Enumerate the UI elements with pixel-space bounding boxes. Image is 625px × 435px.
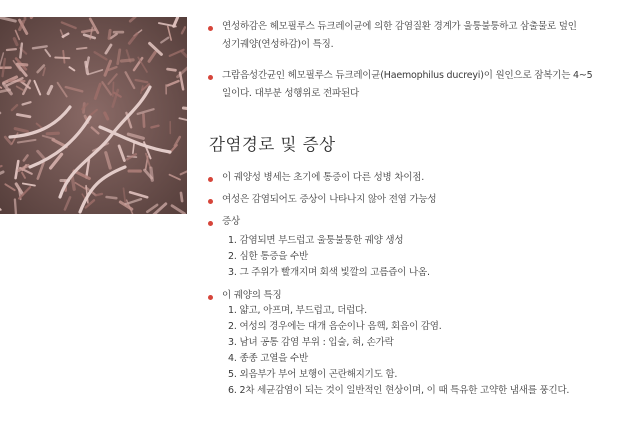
- bullet-icon: [208, 221, 213, 226]
- bacterium-rod: [18, 64, 27, 65]
- intro-item-2-line-2: 일이다. 대부분 성행위로 전파된다: [222, 88, 359, 99]
- feature-item: 4. 종종 고열을 수반: [228, 353, 308, 364]
- bacteria-micrograph-image: [0, 17, 187, 214]
- bacterium-rod: [86, 62, 88, 73]
- bacterium-rod: [55, 58, 69, 59]
- bacterium-rod: [77, 48, 87, 49]
- bacterium-rod: [181, 193, 182, 201]
- bacterium-rod: [122, 60, 134, 61]
- intro-item-1-line-1: 연성하감은 헤모필루스 듀크레이균에 의한 감염질환 경계가 울퉁불퉁하고 삼출물로 덮인: [222, 21, 577, 32]
- bacterium-rod: [63, 51, 64, 63]
- feature-item: 5. 외음부가 부어 보행이 곤란해지기도 함.: [228, 369, 398, 380]
- bullet-icon: [208, 177, 213, 182]
- section-title: 감염경로 및 증상: [209, 135, 336, 154]
- bullet-icon: [208, 199, 213, 204]
- intro-item-1-line-2: 성기궤양(연성하감)이 특징.: [222, 39, 334, 50]
- section-bullet-2-text: 여성은 감염되어도 증상이 나타나지 않아 전염 가능성: [222, 194, 437, 205]
- bacterium-rod: [107, 197, 117, 198]
- symptom-item: 2. 심한 통증을 수반: [228, 251, 308, 262]
- bacterium-rod: [113, 82, 114, 96]
- symptom-item: 1. 감염되면 부드럽고 울퉁불퉁한 궤양 생성: [228, 235, 404, 246]
- feature-item: 2. 여성의 경우에는 대개 음순이나 음핵, 회음이 감염.: [228, 321, 442, 332]
- bacterium-rod: [168, 69, 176, 70]
- bacterium-rod: [151, 126, 158, 128]
- section-bullet-1-text: 이 궤양성 병세는 초기에 통증이 다른 성병 차이점.: [222, 172, 425, 183]
- features-heading: 이 궤양의 특징: [222, 290, 282, 301]
- intro-item-2-line-1: 그람음성간균인 헤모필루스 듀크레이균(Haemophilus ducreyi)이 원인으로 잠복기는 4~5: [222, 70, 593, 81]
- feature-item: 6. 2차 세균감염이 되는 것이 일반적인 현상이며, 이 때 특유한 고약한 냄새를 풍긴다.: [228, 385, 570, 396]
- feature-item: 1. 얇고, 아프며, 부드럽고, 더럽다.: [228, 305, 367, 316]
- bullet-icon: [208, 75, 213, 80]
- bullet-icon: [208, 295, 213, 300]
- bacterium-rod: [15, 200, 16, 215]
- bacterium-rod: [143, 114, 144, 127]
- bullet-icon: [208, 26, 213, 31]
- bacterium-rod: [7, 49, 16, 50]
- bacterium-rod: [96, 194, 102, 195]
- symptom-item: 3. 그 주위가 빨개지며 회색 빛깔의 고름즙이 나옴.: [228, 267, 430, 278]
- bacterium-rod: [109, 30, 110, 38]
- bacterium-rod: [20, 44, 22, 58]
- feature-item: 3. 남녀 공통 감염 부위 : 입술, 혀, 손가락: [228, 337, 394, 348]
- symptoms-heading: 증상: [222, 216, 240, 227]
- bacterium-rod: [47, 133, 58, 134]
